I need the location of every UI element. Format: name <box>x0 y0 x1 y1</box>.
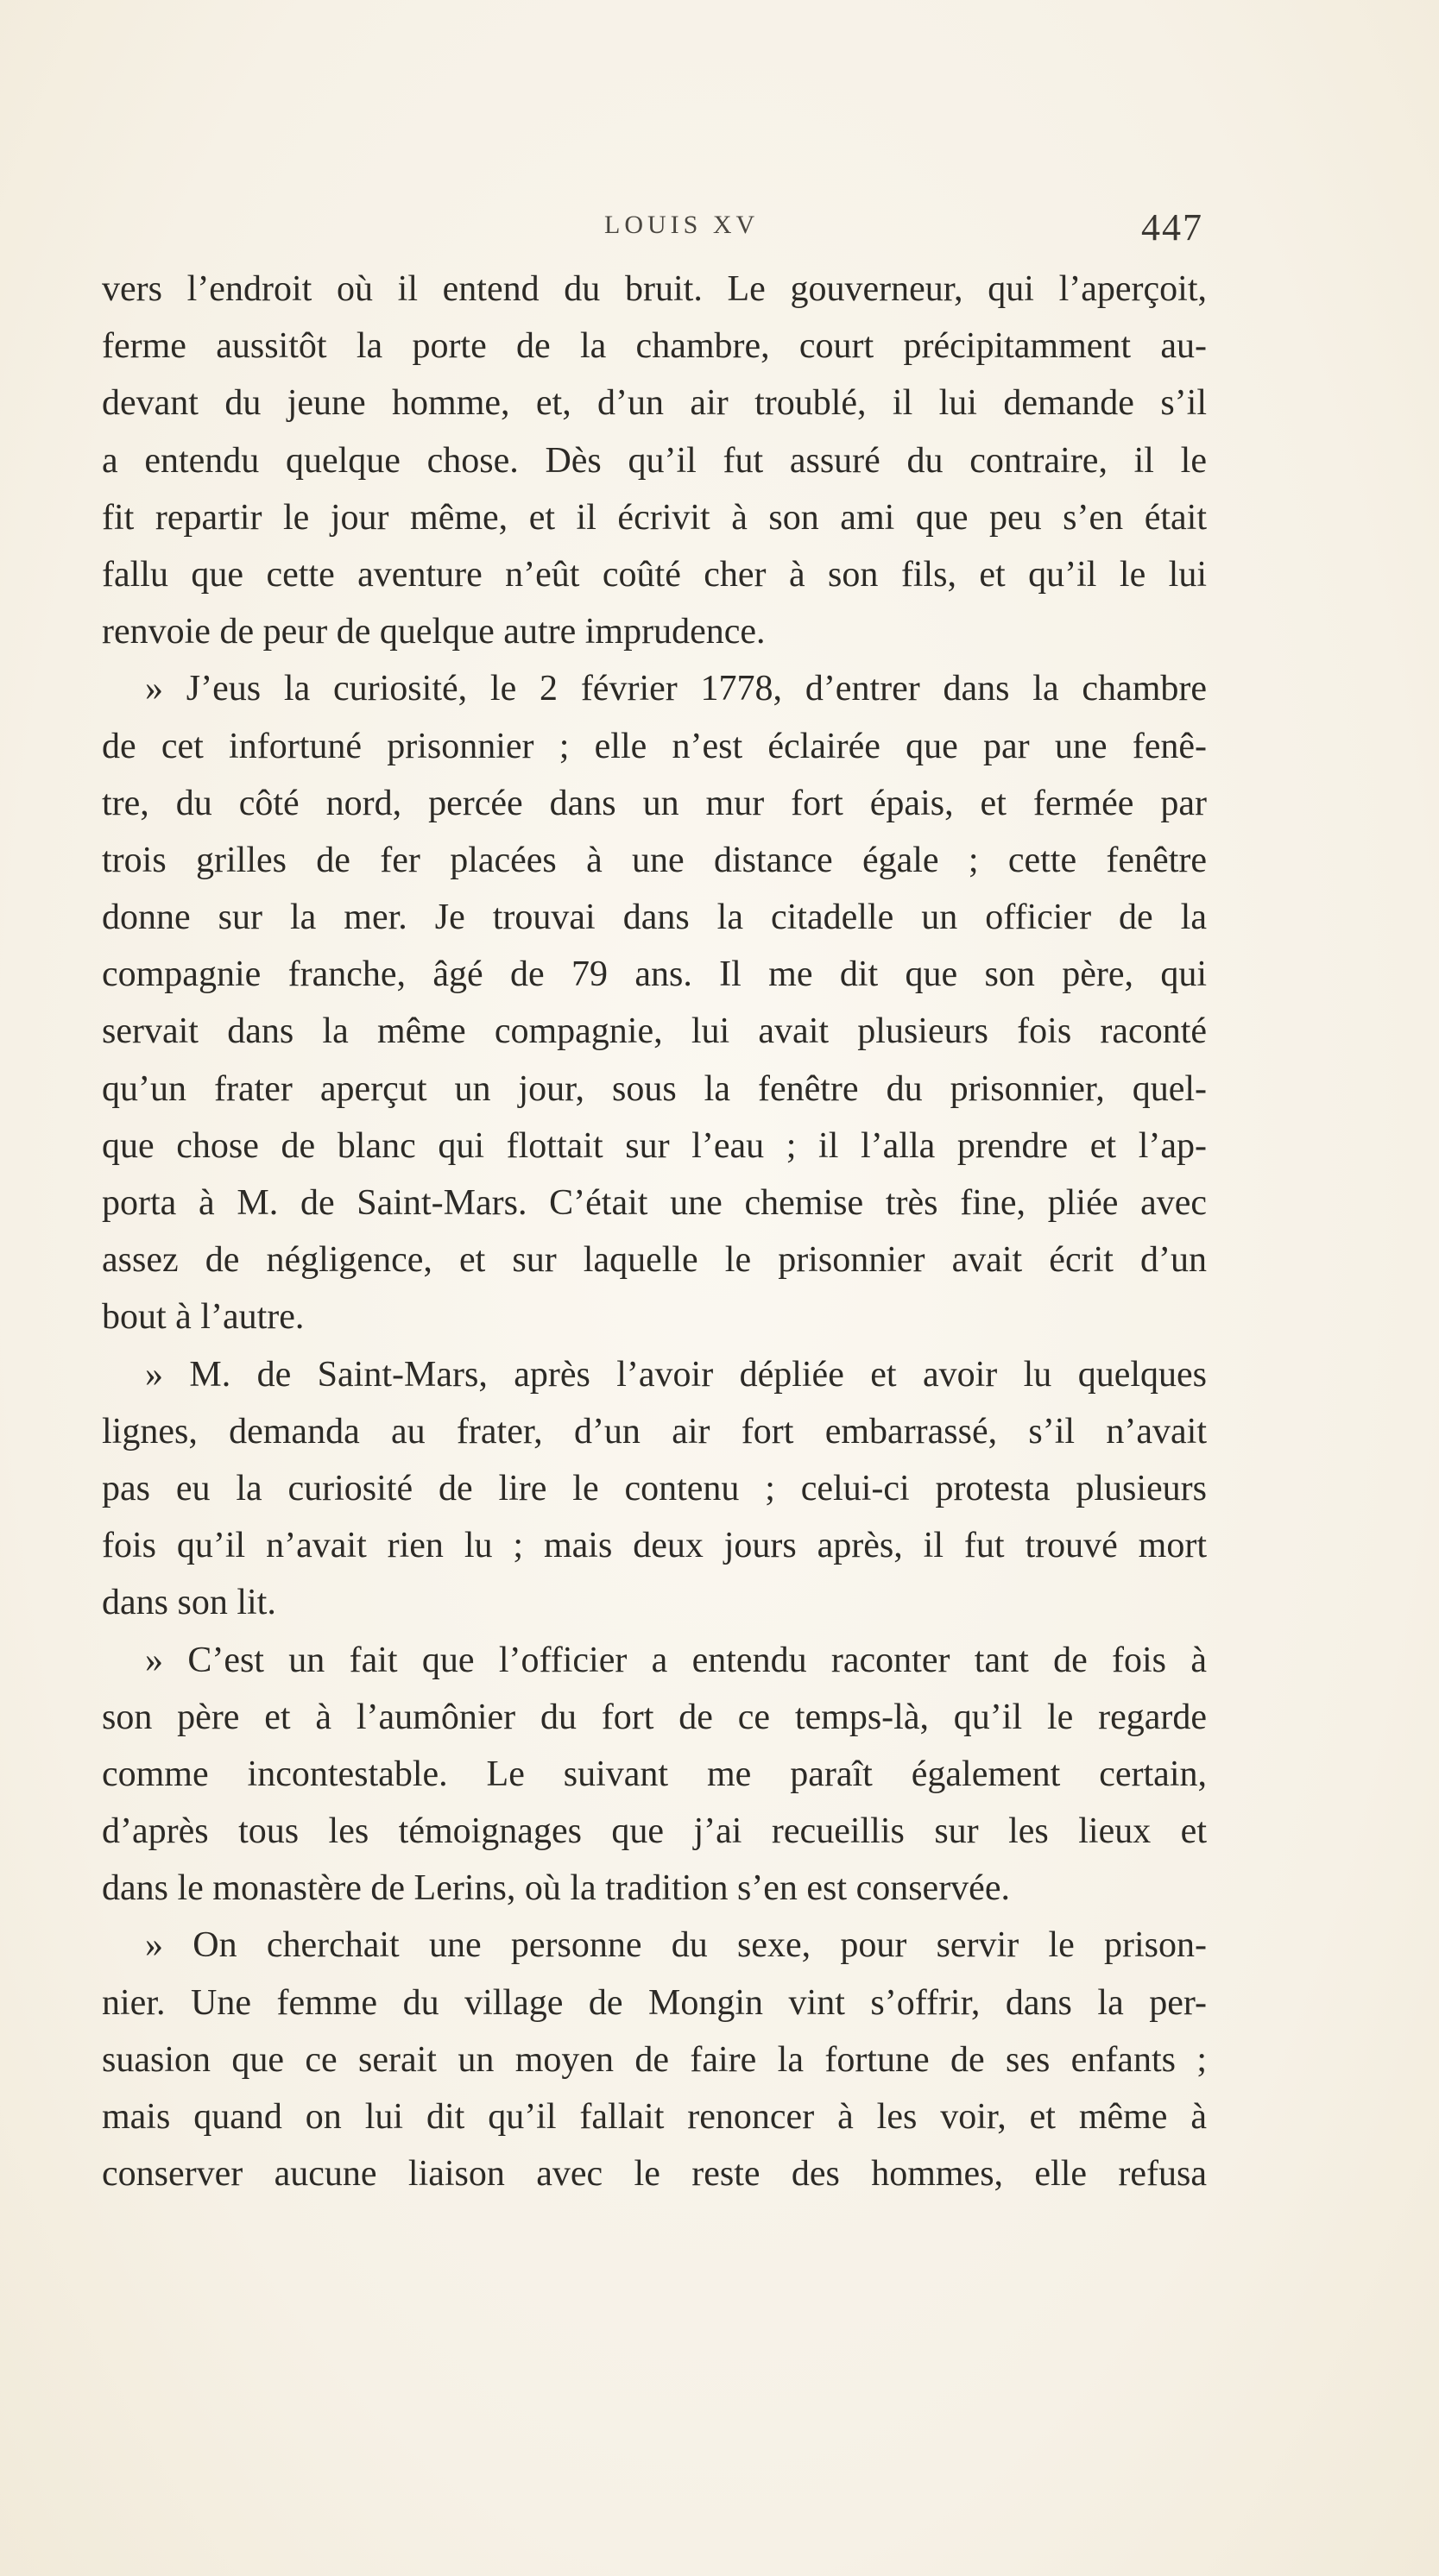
text-line: » M. de Saint-Mars, après l’avoir dépliée et avoir lu quelques <box>145 1354 1207 1395</box>
text-line: donne sur la mer. Je trouvai dans la citadelle un officier de la <box>102 898 1207 938</box>
text-line: compagnie franche, âgé de 79 ans. Il me dit que son père, qui <box>102 954 1207 995</box>
text-line: ferme aussitôt la porte de la chambre, court précipitamment au- <box>102 326 1207 367</box>
text-line: a entendu quelque chose. Dès qu’il fut assuré du contraire, il le <box>102 440 1207 481</box>
text-line: d’après tous les témoignages que j’ai recueillis sur les lieux et <box>102 1811 1207 1852</box>
text-line: servait dans la même compagnie, lui avait plusieurs fois raconté <box>102 1011 1207 1052</box>
text-line: lignes, demanda au frater, d’un air fort embarrassé, s’il n’avait <box>102 1411 1207 1452</box>
body-text <box>102 261 1207 2202</box>
text-line: suasion que ce serait un moyen de faire la fortune de ses enfants ; <box>102 2039 1207 2080</box>
text-line: pas eu la curiosité de lire le contenu ; celui-ci protesta plusieurs <box>102 1468 1207 1508</box>
page-number: 447 <box>1141 206 1203 249</box>
text-line: renvoie de peur de quelque autre imprudence. <box>102 612 766 652</box>
text-line: » On cherchait une personne du sexe, pour servir le prison- <box>145 1925 1207 1966</box>
text-line: de cet infortuné prisonnier ; elle n’est éclairée que par une fenê- <box>102 726 1207 766</box>
text-line: nier. Une femme du village de Mongin vint s’offrir, dans la per- <box>102 1982 1207 2023</box>
text-line: tre, du côté nord, percée dans un mur fort épais, et fermée par <box>102 783 1207 823</box>
text-line: son père et à l’aumônier du fort de ce temps-là, qu’il le regarde <box>102 1697 1207 1737</box>
text-line: » C’est un fait que l’officier a entendu raconter tant de fois à <box>145 1640 1207 1680</box>
text-line: qu’un frater aperçut un jour, sous la fenêtre du prisonnier, quel- <box>102 1068 1207 1109</box>
text-line: dans le monastère de Lerins, où la tradition s’en est conservée. <box>102 1868 1010 1909</box>
text-line: fois qu’il n’avait rien lu ; mais deux jours après, il fut trouvé mort <box>102 1526 1207 1566</box>
text-line: assez de négligence, et sur laquelle le prisonnier avait écrit d’un <box>102 1240 1207 1281</box>
text-line: bout à l’autre. <box>102 1297 305 1338</box>
text-line: porta à M. de Saint-Mars. C’était une chemise très fine, pliée avec <box>102 1183 1207 1223</box>
text-line: vers l’endroit où il entend du bruit. Le gouverneur, qui l’aperçoit, <box>102 269 1207 309</box>
text-line: » J’eus la curiosité, le 2 février 1778, d’entrer dans la chambre <box>145 669 1207 709</box>
text-line: fallu que cette aventure n’eût coûté cher à son fils, et qu’il le lui <box>102 554 1207 595</box>
text-line: comme incontestable. Le suivant me paraît également certain, <box>102 1754 1207 1794</box>
text-line: dans son lit. <box>102 1583 276 1623</box>
text-line: mais quand on lui dit qu’il fallait renoncer à les voir, et même à <box>102 2097 1207 2137</box>
text-line: fit repartir le jour même, et il écrivit à son ami que peu s’en était <box>102 497 1207 538</box>
text-line: que chose de blanc qui flottait sur l’eau ; il l’alla prendre et l’ap- <box>102 1125 1207 1166</box>
running-title: LOUIS XV <box>604 211 760 239</box>
text-line: conserver aucune liaison avec le reste des hommes, elle refusa <box>102 2154 1207 2195</box>
running-head <box>0 205 1439 257</box>
text-line: devant du jeune homme, et, d’un air troublé, il lui demande s’il <box>102 383 1207 424</box>
text-line: trois grilles de fer placées à une distance égale ; cette fenêtre <box>102 840 1207 880</box>
